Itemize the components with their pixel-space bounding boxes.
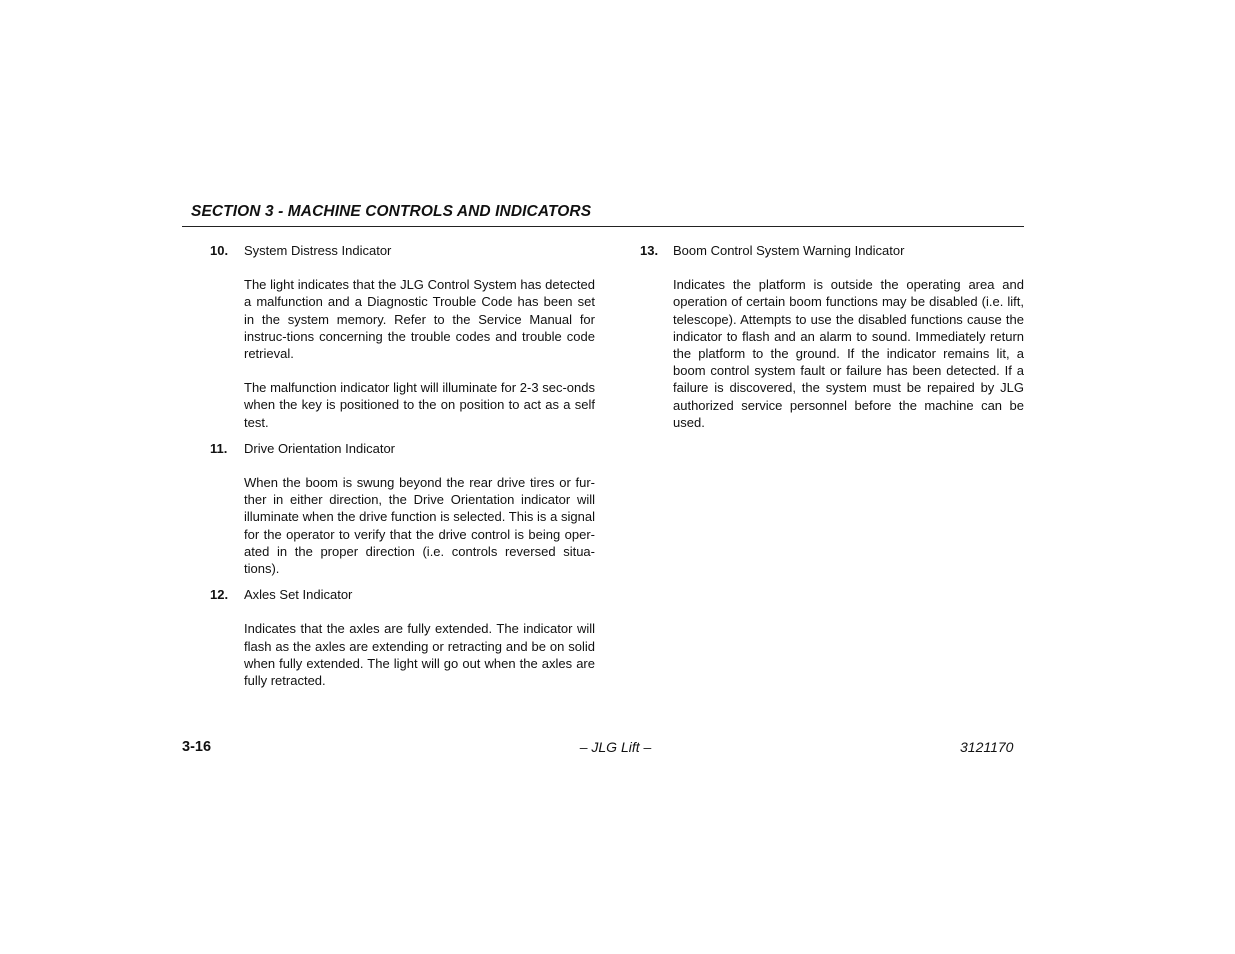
item-number: 11.	[210, 440, 228, 456]
item-paragraph: Indicates the platform is outside the operating area and operation of certain boom functions may be disabled (i.e. lift, telescope). Attempts to use the disabled functions cause the indicator to flash and an alarm to sound. Immediately return the platform to the ground. If the indicator remains lit, a boom control system fault or failure has been detected. If a failure is discovered, the system must be repaired by JLG authorized service personnel before the machine can be used.	[673, 277, 1024, 430]
item-body	[244, 440, 595, 577]
header-divider	[182, 226, 1024, 227]
footer-brand	[0, 739, 1235, 755]
list-item	[210, 440, 595, 577]
item-number: 12.	[210, 587, 229, 603]
item-title: Axles Set Indicator	[244, 587, 353, 603]
item-number: 13.	[640, 243, 659, 258]
left-column	[210, 242, 595, 698]
item-paragraph: When the boom is swung beyond the rear drive tires or fur-ther in either direction, the Drive Orientation indicator will illuminate when the drive function is selected. This is a signal for the operator to verify that the drive control is being oper-ated in the proper direction (i.e. controls reversed situa-tions).	[244, 475, 595, 577]
item-number: 10.	[210, 243, 229, 258]
item-title: System Distress Indicator	[244, 243, 392, 258]
item-paragraph: The light indicates that the JLG Control System has detected a malfunction and a Diagnostic Trouble Code has been set in the system memory. Refer to the Service Manual for instruc-tions concerning the trouble codes and trouble code retrieval.	[244, 277, 595, 362]
section-title: SECTION 3 - MACHINE CONTROLS AND INDICATORS	[191, 203, 592, 220]
item-paragraph: Indicates that the axles are fully extended. The indicator will flash as the axles are extending or retracting and be on solid when fully extended. The light will go out when the axles are fully retracted.	[244, 621, 595, 689]
item-body	[673, 242, 1024, 431]
item-title: Boom Control System Warning Indicator	[673, 243, 905, 258]
document-number: 3121170	[960, 739, 1014, 755]
item-paragraph: The malfunction indicator light will illuminate for 2-3 sec-onds when the key is positioned to the on position to act as a self test.	[244, 380, 595, 430]
page-number: 3-16	[182, 739, 212, 755]
footer-brand-text: – JLG Lift –	[579, 739, 652, 755]
item-body	[244, 242, 595, 431]
list-item	[210, 586, 595, 689]
list-item	[640, 242, 1024, 431]
item-title: Drive Orientation Indicator	[244, 440, 396, 456]
right-column	[640, 242, 1024, 440]
item-body	[244, 586, 595, 689]
list-item	[210, 242, 595, 431]
